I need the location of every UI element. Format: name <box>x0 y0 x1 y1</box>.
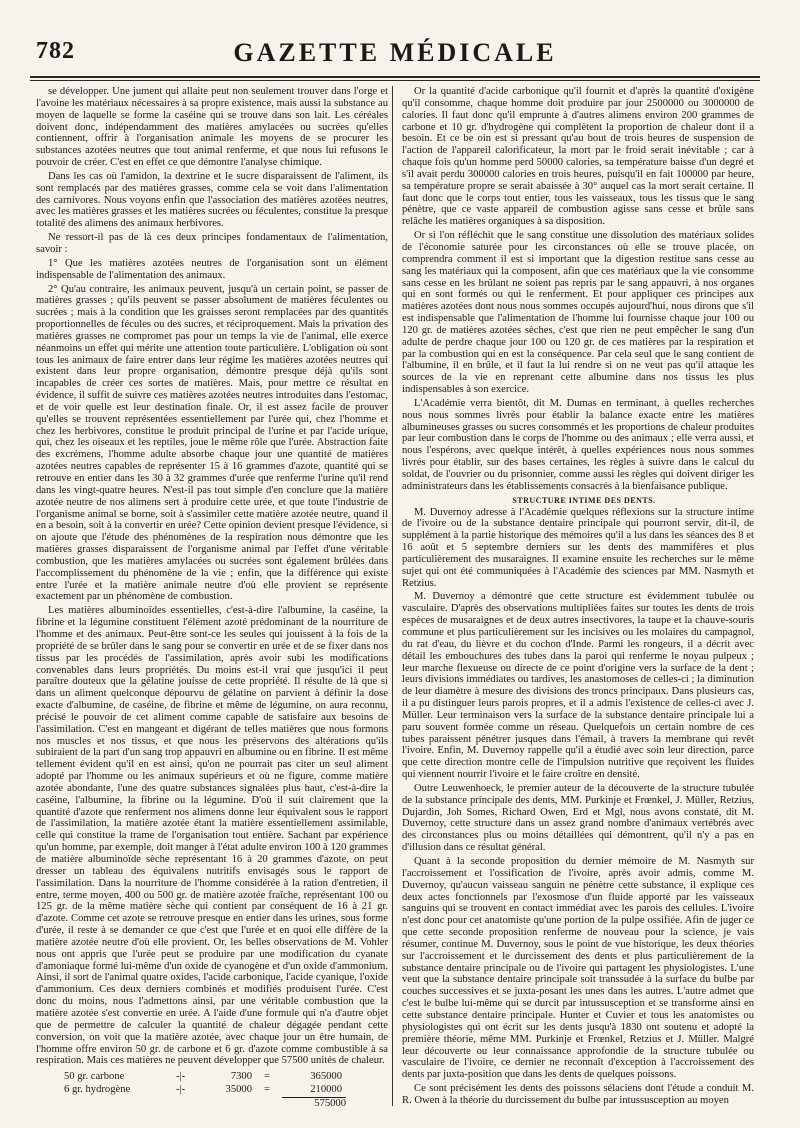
paragraph: Or si l'on réfléchit que le sang constitue une dissolution des matériaux solides de l'économie saturée pour les circonstances où elle se trouve placée, on comprendra comment il est si important que la digestion restitue sans cesse au sang les matériaux qui la composent, afin que ces matériaux que la vie consomme sans cesse en les brûlant ne soient pas repris par le sang appauvri, à nos organes qui en sont formés ou qui le renferment. Et pour appliquer ces principes aux matières azotées dont nous nous sommes occupés aujourd'hui, nous dirons que s'il est indispensable que l'alimentation de l'homme lui fournisse chaque jour 100 ou 120 gr. de matières azotées sèches, c'est que rien ne peut empêcher le sang d'un adulte de perdre chaque jour 100 ou 120 gr. de ces matières par la respiration et par la combustion qui en est la conséquence. Par cela seul que le sang contient de l'albumine, il en brûle, et il faut la lui rendre si on ne veut pas qu'il attaque les sources de la vie en reprenant cette albumine dans nos tissus les plus indispensables à son exercice. <box>402 230 754 396</box>
calc-row-hydrogen <box>64 1084 388 1097</box>
calc-equals: = <box>264 1071 270 1083</box>
calc-result: 365000 <box>310 1071 342 1083</box>
paragraph: Les matières albuminoïdes essentielles, c'est-à-dire l'albumine, la caséine, la fibrine et la légumine constituent l'élément azoté prédominant de la nourriture de l'homme et des animaux. Peut-être sont-ce les seules qui jouissent à la fois de la propriété de se brûler dans le sang pour se convertir en urée et de se fixer dans nos tissus par les procédés de l'assimilation, après avoir subi les modifications convenables dans leurs propriétés. Du moins est-il vrai que jusqu'ici il peut paraître douteux que la gélatine jouisse de cette propriété. Il résulte de là que si dans un aliment quelconque dépourvu de gélatine on parvient à définir la dose exacte d'albumine, de caséine, de fibrine et même de légumine, on aura reconnu, précisé le pouvoir de cet aliment comme capable de satisfaire aux besoins de l'assimilation. C'est en mangeant et digérant de telles matières que nous formons nos muscles et nos tissus, et que nous les préservons des altérations qu'ils subiraient de la part d'un sang trop appauvri en albumine ou en fibrine. Il est même tellement évident qu'il en est ainsi, qu'on ne pourrait pas citer un seul aliment adopté par l'homme ou les animaux supérieurs et où ne figure, comme matière azotée abondante, l'une des quatre substances signalées plus haut, c'est-à-dire la caséine, l'albumine, la fibrine ou la légumine. D'où il suit clairement que la quantité d'azote que renferment nos alimens donne leur équivalent sous le rapport de l'assimilation, la matière azotée étant la matière essentiellement assimilable, celle qui constitue la trame de l'organisation tout entière. Sachant par expérience qu'un homme, par exemple, doit manger à l'état adulte environ 100 à 120 grammes de matière albuminoïde sèche représentant 16 à 20 grammes d'azote, on peut dresser un tableau des équivalens nutritifs envisagés sous le rapport de l'assimilation. Dans la nourriture de l'homme considérée à la ration d'entretien, il entre, terme moyen, 400 ou 500 gr. de matière azotée fraîche, représentant 100 ou 125 gr. de la même matière sèche qui contient par conséquent de 16 à 21 gr. d'azote. Comme cet azote se retrouve presque en entier dans les urines, sous forme d'urée, il reste à se demander ce que c'est que l'urée et en quoi elle diffère de la matière azotée neutre d'où elle provient. Or, les belles observations de M. Vohler nous ont appris que l'urée peut se produire par une modification du cyanate d'amoniaque formé lui-même d'un oxide de cyanogène et d'un oxide d'ammonium. Ainsi, il sort de l'animal quatre oxides, l'acide carbonique, l'acide cyanique, l'oxide d'ammonium. Ces deux derniers combinés et modifiés produisent l'urée. C'est donc du moins, nous l'admettons ainsi, par une véritable combustion que la matière azotée s'est convertie en urée. A l'aide d'une formule qui n'a d'autre objet que de permettre de calculer la quantité de chaleur dégagée pendant cette conversion, on voit que la matière azotée, avec chaque jour un être humain, de l'homme offre environ 50 gr. de carbone et 6 gr. d'azote comme combustible à sa respiration. Mais ces matières ne peuvent développer que 57500 unités de chaleur. <box>36 605 388 1067</box>
paragraph: 2° Qu'au contraire, les animaux peuvent, jusqu'à un certain point, se passer de matières grasses ; qu'ils peuvent se passer absolument de matières féculentes ou sucrées ; mais à la condition que les graisses seront remplacées par des quantités proportionnelles de fécules ou des sucres, et réciproquement. Mais la privation des matières grasses ne compromet pas pour un temps la vie de l'animal, elle exerce néanmoins un effet qui mérite une attention toute particulière. L'obligation où sont tous les animaux de faire entrer dans leur régime les matières azotées neutres qui existent dans leur propre organisation, démontre presque déjà qu'ils sont incapables de créer ces sortes de matières. Mais, pour mettre ce résultat en évidence, il suffit de suivre ces matières azotées neutres introduites dans l'estomac, et de voir quelle est leur destination finale. Or, il est assez facile de prouver qu'elles se trouvent représentées essentiellement par l'urée qui, chez l'homme et chez les herbivores, constitue le produit principal de l'urine et par l'acide urique, qui, chez les oiseaux et les reptiles, joue le même rôle que l'urée. Abstraction faite des excrémens, l'homme adulte absorbe chaque jour une quantité de matières azotées neutres capables de représenter 15 à 16 grammes d'azote, quantité qui se retrouve en entier dans les 30 à 32 grammes d'urée que renferme l'urine qu'il rend dans les vingt-quatre heures. N'est-il pas tout simple d'en conclure que la matière azotée neutre de nos alimens sert à produire cette urée, et que toute l'industrie de l'organisme animal se borne, soit à s'assimiler cette matière azotée neutre, quand il en a besoin, soit à la convertir en urée? Cette opinion devient presque l'évidence, si on ajoute que l'étude des phénomènes de la respiration nous démontre que les matières grasses disparaissent de l'organisme animal par l'effet d'une véritable combustion, que les matières amylacées ou sucrées sont également brûlées dans l'accomplissement du phénomène de la vie ; enfin, que la différence qui existe entre l'urée et la matière animale neutre d'où elle provient se représente exactement par un phénomène de combustion. <box>36 283 388 603</box>
header-rule-thin <box>30 80 760 81</box>
calc-label: 6 gr. hydrogène <box>64 1083 131 1095</box>
paragraph: 1° Que les matières azotées neutres de l'organisation sont un élément indispensable de l'alimentation des animaux. <box>36 257 388 281</box>
calc-result: 210000 <box>310 1083 342 1095</box>
calc-operator: -|- <box>176 1083 186 1095</box>
section-title: STRUCTURE INTIME DES DENTS. <box>512 495 656 505</box>
paragraph: Ne ressort-il pas de là ces deux principes fondamentaux de l'alimentation, savoir : <box>36 232 388 255</box>
heat-calculation <box>64 1071 388 1111</box>
calc-equals: = <box>264 1083 270 1095</box>
paragraph: M. Duvernoy a démontré que cette structure est évidemment tubulée ou vasculaire. D'après des observations multipliées faites sur toutes les dents de trois espèces de musaraignes et de deux autres insectivores, la taupe et la chauve-souris commune et plus particulièrement sur les incisives ou les molaires du campagnol, du rat d'eau, du lièvre et du cochon d'Inde. Parmi les rongeurs, il a décrit avec détail les embouchures des tubes dans la paroi qui renferme le noyau pulpeux ; leur marche flexueuse ou directe de ce point d'origine vers la surface de la dent ; leurs divisions immédiates ou tardives, les anastomoses de celles-ci ; la diminution de leur diamètre à mesure des divisions des troncs principaux. Dans plusieurs cas, il a pu distinguer leurs parois propres, et il a admis l'existence de celles-ci avec J. Müller. Leur terminaison vers la surface de la substance dentaire principale lui a paru souvent formée comme un réseau. Quelquefois un certain nombre de ces tubes paraissent pénétrer jusques dans l'émail, à travers la membrane qui revêt l'ivoire. Enfin, M. Duvernoy rappelle qu'il a étudié avec soin leur direction, parce que cette direction montre celle de l'impulsion nutritive que reçoivent les fluides qui viennent nourrir l'ivoire et le faire croître en densité. <box>402 591 754 781</box>
column-divider <box>392 86 393 1106</box>
right-column <box>402 86 754 1112</box>
calc-label: 50 gr. carbone <box>64 1071 125 1083</box>
paragraph: Dans les cas où l'amidon, la dextrine et le sucre disparaissent de l'aliment, ils sont remplacés par des matières grasses, comme cela se voit dans l'alimentation des carnivores. Nous voyons enfin que l'association des matières azotées neutres, avec les matières grasses et les matières sucrées ou féculentes, constitue la presque totalité des alimens des animaux herbivores. <box>36 170 388 230</box>
paragraph: Or la quantité d'acide carbonique qu'il fournit et d'après la quantité d'oxigène qu'il consomme, chaque homme doit produire par jour 2500000 ou 3000000 de calories. Il faut donc qu'il emprunte à d'autres alimens environ 200 grammes de carbone et 10 gr. d'hydrogène qui complètent la proportion de chaleur dont il a besoin. Et ce be oin est si pressant qu'au bout de trois heures de suspension de l'action de l'appareil calorificateur, la mort par le froid serait inévitable ; car à chaque fois qu'un homme perd 50000 calories, sa température baisse d'un degré et s'il avait perdu 300000 calories en trois heures, puisqu'il en fait 100000 par heure, sa température propre se serait abaissée à 30° auquel cas la mort serait certaine. Il faut donc que le corps tout entier, tous les vaisseaux, tous les tissus que le sang pénètre, que ce vaste appareil de combustion agisse sans cesse et brûle sans relâche les matières organiques à sa disposition. <box>402 86 754 228</box>
paragraph: M. Duvernoy adresse à l'Académie quelques réflexions sur la structure intime de l'ivoire ou de la substance dentaire principale qui pourront servir, dit-il, de supplément à la partie historique des mémoires qu'il a lus dans les séances des 8 et 16 août et 5 septembre derniers sur les dents des mammifères et plus particulièrement des musaraignes. Il examine ensuite les recherches sur le même sujet qui ont été communiquées à l'Académie des sciences par MM. Nasmyth et Retzius. <box>402 506 754 589</box>
calc-operator: -|- <box>176 1071 186 1083</box>
header-rule <box>30 76 760 78</box>
paragraph: Quant à la seconde proposition du dernier mémoire de M. Nasmyth sur l'accroissement et l'ossification de l'ivoire, après avoir admis, comme M. Duvernoy, qu'aucun vaisseau sanguin ne pénètre cette substance, il explique ces deux actes fonctionnels par l'exosmose d'un fluide apporté par les vaisseaux sanguins qui se trouvent en contact immédiat avec les parois des cellules. L'ivoire n'est donc pour cet anatomiste qu'une portion de la pulpe ossifiée. Afin de juger ce que cette seconde proposition renferme de nouveau pour la science, je vais résumer, continue M. Duvernoy, sous le point de vue historique, les deux théories sur l'accroissement et le durcissement des dents et plus particulièrement de la substance dentaire principale ou de l'ivoire qui partagent les physiologistes. L'une veut que la substance dentaire principale soit transsudée à la surface du bulbe par couches successives et se juxta-posant les unes dans les autres. L'autre admet que c'est le bulbe lui-même qui se durcit par intussusception et se transforme ainsi en cette substance dentaire principale. Hunter et Cuvier et tous les anatomistes ou physiologistes qui ont écrit sur les dents jusqu'à 1830 ont soutenu et adopté la première théorie, même MM. Purkinje et Frœnkel, Retzius et J. Müller. Malgré leur découverte ou leur connaissance approfondie de la structure tubulée ou vasculaire de l'ivoire, ce dernier ne reconnaît d'exception à l'accroissement des dents par juxta-position que dans les dents de quelques poissons. <box>402 856 754 1081</box>
paragraph: L'Académie verra bientôt, dit M. Dumas en terminant, à quelles recherches nous nous sommes livrés pour établir la balance exacte entre les matières albumineuses grasses ou sucres consommés et les proportions de chaleur produites par leur combustion dans le corps de l'homme ou des animaux ; elle verra aussi, et nous l'espérons, avec quelque intérêt, à quelles expériences nous nous sommes livrés pour établir, sur des bases certaines, les règles à suivre dans le calcul du soldat, de l'ouvrier ou du prisonnier, comme aussi les règles qui doivent diriger les administrateurs dans les établissements consacrés à la bienfaisance publique. <box>402 397 754 492</box>
journal-title: GAZETTE MÉDICALE <box>233 38 557 67</box>
paragraph: se développer. Une jument qui allaite peut non seulement trouver dans l'orge et l'avoine les matériaux nécessaires à sa propre existence, mais aussi la substance au moyen de laquelle se forme la caséine qui se trouve dans son lait. Les céréales doivent donc, indépendamment des matières amylacées ou sucrées qu'elles contiennent, offrir à l'organisation animale les moyens de se procurer les substances azotées neutres que tout animal renferme, et que nous lui refusons le pouvoir de créer. C'est en effet ce que démontre l'analyse chimique. <box>36 86 388 169</box>
calc-total: 575000 <box>282 1097 346 1111</box>
paragraph: Ce sont précisément les dents des poissons sélaciens dont l'étude a conduit M. R. Owen à la théorie du durcissement du bulbe par intussusception au moyen <box>402 1083 754 1106</box>
calc-row-carbon <box>64 1071 388 1084</box>
calc-factor: 35000 <box>225 1083 252 1095</box>
page-header <box>30 38 760 72</box>
paragraph: Outre Leuwenhoeck, le premier auteur de la découverte de la structure tubulée de la substance principale des dents, MM. Purkinje et Frœnkel, J. Müller, Retzius, Dujardin, Joh Somes, Richard Owen, Erd et Mgl, nous avons constaté, dit M. Duvernoy, cette structure dans un assez grand nombre d'animaux vertébrés avec des circonstances plus ou moins détaillées qui démontrent, qu'il n'y a pas en d'illusion dans ce résultat général. <box>402 782 754 854</box>
page-number: 782 <box>36 38 75 64</box>
left-column <box>36 86 388 1112</box>
calc-factor: 7300 <box>230 1071 252 1083</box>
